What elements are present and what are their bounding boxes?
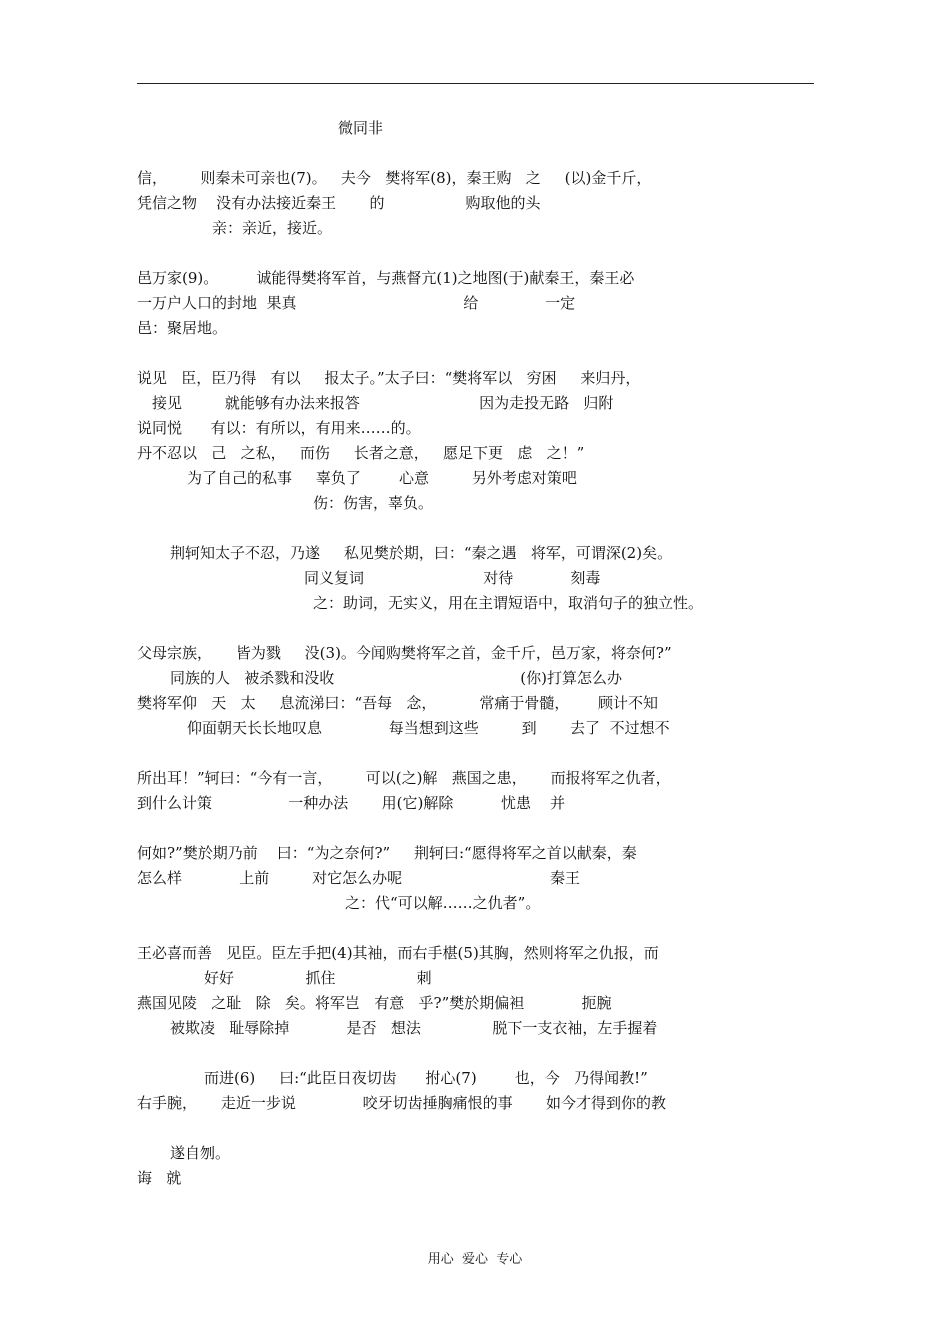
header-rule	[137, 83, 814, 84]
text-line: 凭信之物 没有办法接近秦王 的 购取他的头	[137, 194, 541, 212]
text-line: 同义复词 对待 刻毒	[304, 569, 601, 587]
text-line: 仰面朝天长长地叹息 每当想到这些 到 去了 不过想不	[187, 719, 670, 737]
text-line: 同族的人 被杀戮和没收 (你)打算怎么办	[170, 669, 622, 687]
text-line: 而进(6) 曰:“此臣日夜切齿 拊心(7) 也，今 乃得闻教!”	[204, 1069, 648, 1087]
text-line: 好好 抓住 刺	[204, 969, 432, 987]
text-line: 邑万家(9)。 诚能得樊将军首，与燕督亢(1)之地图(于)献秦王，秦王必	[137, 269, 635, 287]
text-line: 到什么计策 一种办法 用(它)解除 忧患 并	[137, 794, 566, 812]
text-line: 荆轲知太子不忍，乃遂 私见樊於期，曰：“秦之遇 将军，可谓深(2)矣。	[170, 544, 673, 562]
text-line: 亲：亲近，接近。	[212, 219, 333, 237]
text-line: 之：助词，无实义，用在主谓短语中，取消句子的独立性。	[313, 594, 704, 612]
text-line: 父母宗族， 皆为戮 没(3)。今闻购樊将军之首，金千斤，邑万家，将奈何?”	[137, 644, 672, 662]
text-line: 为了自己的私事 辜负了 心意 另外考虑对策吧	[187, 469, 577, 487]
text-line: 之：代“可以解……之仇者”。	[345, 894, 541, 912]
text-line: 接见 就能够有办法来报答 因为走投无路 归附	[152, 394, 614, 412]
text-line: 诲 就	[137, 1169, 182, 1187]
text-line: 王必喜而善 见臣。臣左手把(4)其袖，而右手椹(5)其胸，然则将军之仇报，而	[137, 944, 659, 962]
text-line: 一万户人口的封地 果真 给 一定	[137, 294, 576, 312]
text-line: 信， 则秦未可亲也(7)。 夫今 樊将军(8)，秦王购 之 (以)金千斤，	[137, 169, 652, 187]
text-line: 怎么样 上前 对它怎么办呢 秦王	[137, 869, 580, 887]
text-line: 微同非	[338, 119, 384, 137]
page-footer: 用心 爱心 专心	[427, 1252, 523, 1267]
text-line: 燕国见陵 之耻 除 矣。将军岂 有意 乎?”樊於期偏袒 扼腕	[137, 994, 612, 1012]
text-line: 说见 臣，臣乃得 有以 报太子。”太子曰：“樊将军以 穷困 来归丹，	[137, 369, 641, 387]
text-line: 伤：伤害，辜负。	[313, 494, 434, 512]
text-line: 遂自刎。	[170, 1144, 231, 1162]
text-line: 被欺凌 耻辱除掉 是否 想法 脱下一支衣袖，左手握着	[170, 1019, 658, 1037]
text-line: 邑：聚居地。	[137, 319, 228, 337]
text-line: 所出耳！”轲曰：“今有一言， 可以(之)解 燕国之患， 而报将军之仇者，	[137, 769, 671, 787]
text-line: 何如?”樊於期乃前 曰：“为之奈何?” 荆轲曰:“愿得将军之首以献秦，秦	[137, 844, 637, 862]
text-line: 说同悦 有以：有所以，有用来……的。	[137, 419, 421, 437]
text-line: 丹不忍以 己 之私， 而伤 长者之意， 愿足下更 虑 之！”	[137, 444, 585, 462]
text-line: 右手腕， 走近一步说 咬牙切齿捶胸痛恨的事 如今才得到你的教	[137, 1094, 666, 1112]
text-line: 樊将军仰 天 太 息流涕曰：“吾每 念， 常痛于骨髓， 顾计不知	[137, 694, 658, 712]
